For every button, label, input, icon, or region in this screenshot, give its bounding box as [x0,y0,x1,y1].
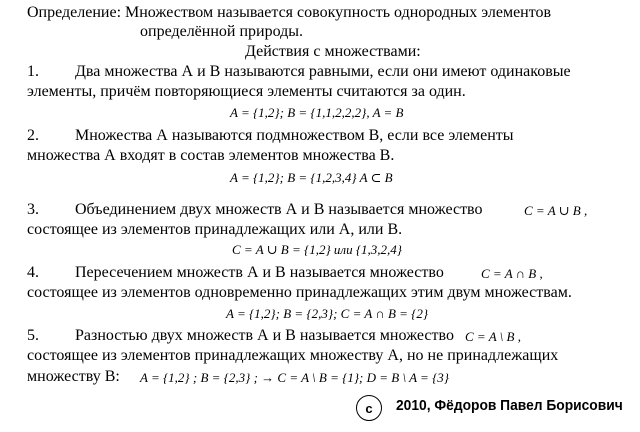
item-5-formula: A = {1,2} ; B = {2,3} ; → C = A \ B = {1}; D = B \ A = {3} [140,370,449,385]
item-1-number: 1. [27,63,39,80]
item-5-inline-formula: C = A \ B , [465,329,521,344]
item-2-formula: A = {1,2}; B = {1,2,3,4} A ⊂ B [230,170,393,185]
item-3-text: Объединением двух множеств А и В называется множество [75,201,483,218]
section-heading: Действия с множествами: [245,43,421,60]
item-1-formula: A = {1,2}; B = {1,1,2,2,2}, A = B [230,105,404,120]
item-3-line-2: состоящее из элементов принадлежащих или А, или В. [27,221,403,238]
item-1-text: Два множества А и В называются равными, если они имеют одинаковые [75,63,571,80]
item-2-line-2: множества А входят в состав элементов множества В. [27,147,395,164]
copyright-icon: c [356,395,382,421]
item-5-line-2: состоящее из элементов принадлежащих множеству А, но не принадлежащих [27,347,559,364]
definition-line-2: определённой природы. [140,23,304,40]
item-1-line-2: элементы, причём повторяющиеся элементы считаются за один. [27,83,466,100]
item-2-number: 2. [27,127,39,144]
item-2-text: Множества А называются подмножеством В, если все элементы [75,127,514,144]
item-3-formula: C = A ∪ B = {1,2} или {1,3,2,4} [232,242,402,257]
item-4-text: Пересечением множеств А и В называется множество [75,264,444,281]
definition-line-1: Определение: Множеством называется совокупность однородных элементов [27,4,552,21]
item-5-line-3: множеству В: [27,368,120,385]
item-3-number: 3. [27,201,39,218]
item-4-line-1 [27,264,444,282]
item-3-inline-formula: C = A ∪ B , [524,203,588,218]
copyright [356,393,640,423]
item-1-line-1 [27,63,571,81]
item-4-line-2: состоящее из элементов одновременно принадлежащих этим двум множествам. [27,284,572,301]
item-5-line-1 [27,327,454,345]
item-3-line-1 [27,201,483,219]
item-2-line-1 [27,127,514,145]
item-4-inline-formula: C = A ∩ B , [481,266,543,281]
item-5-text: Разностью двух множеств А и В называется множество [75,327,454,344]
copyright-text: 2010, Фёдоров Павел Борисович [396,397,623,414]
item-4-number: 4. [27,264,39,281]
item-5-number: 5. [27,327,39,344]
item-4-formula: A = {1,2}; B = {2,3}; C = A ∩ B = {2} [226,306,429,321]
